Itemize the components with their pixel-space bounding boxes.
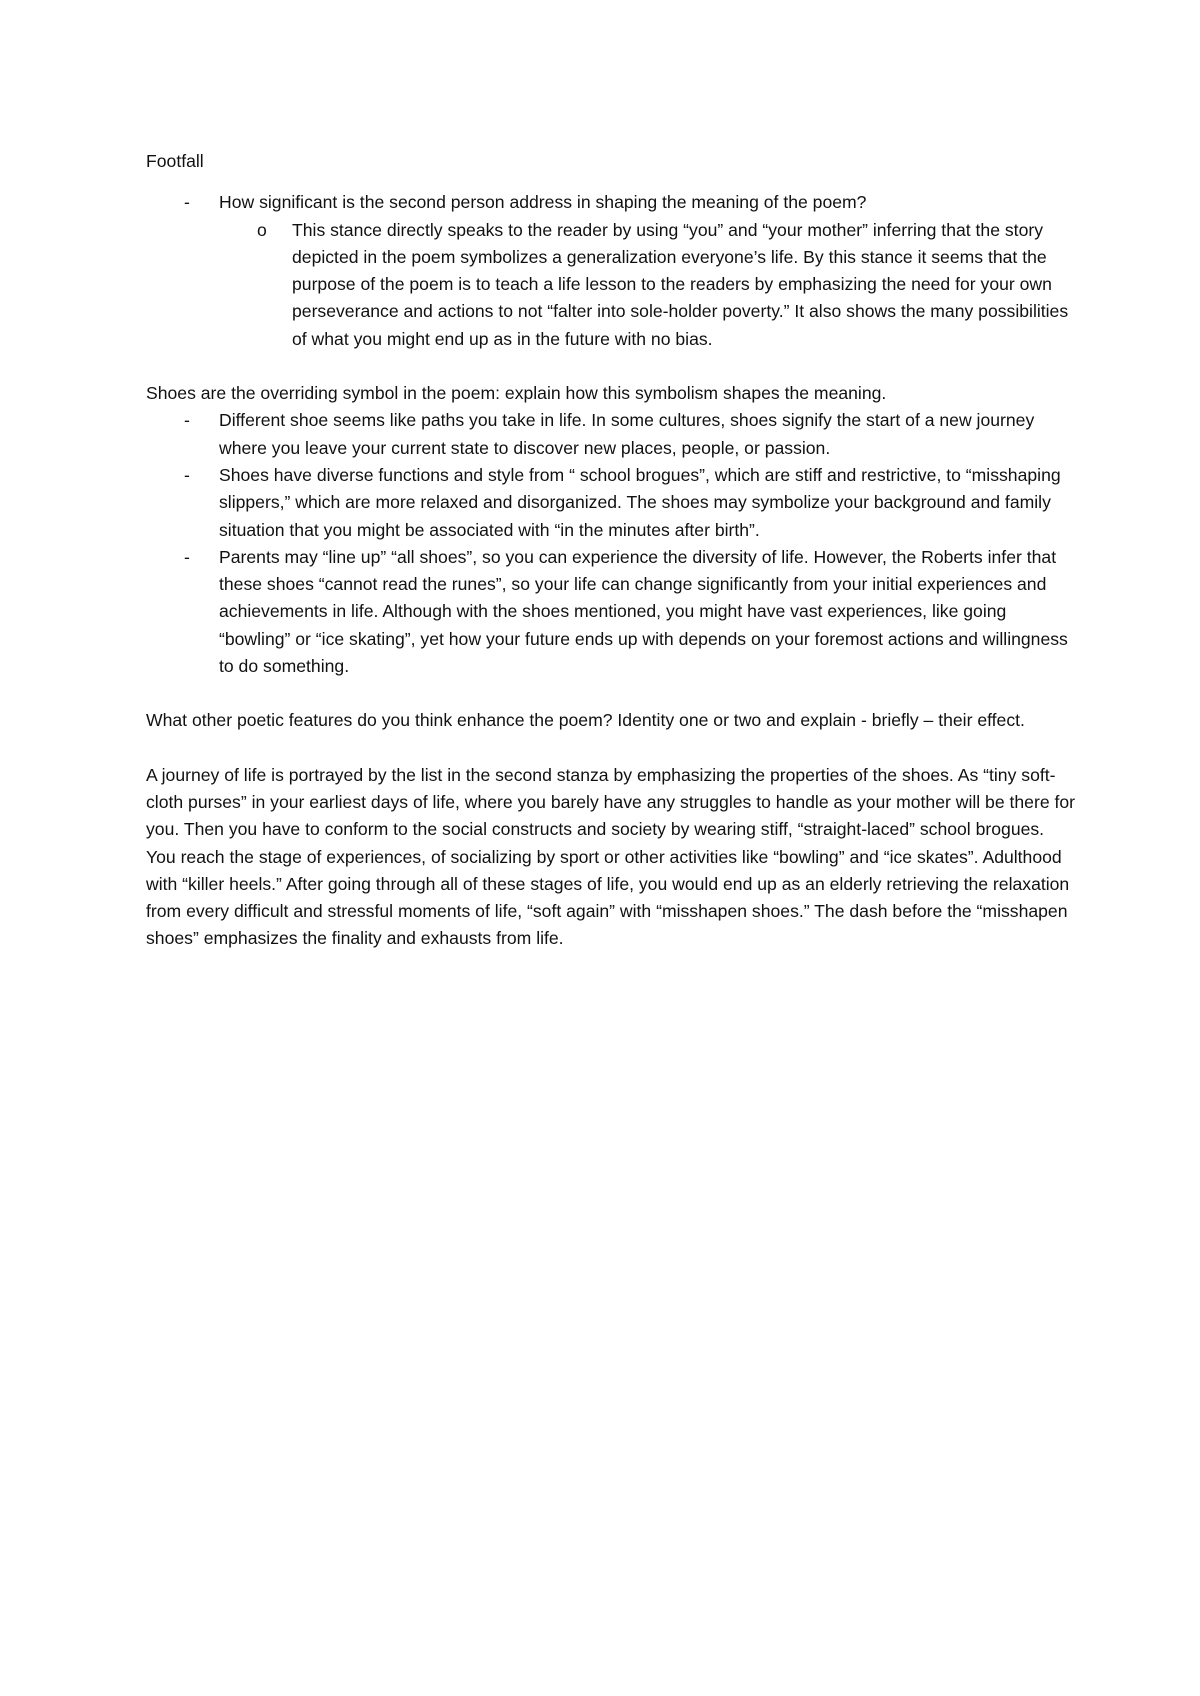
question-item — [146, 189, 1076, 216]
list-item-text: Parents may “line up” “all shoes”, so you can experience the diversity of life. However, the Roberts infer that these shoes “cannot read the runes”, so your life can change significantly from your initial experiences and achievements in life. Although with the shoes mentioned, you might have vast experiences, like going “bowling” or “ice skating”, yet how your future ends up with depends on your foremost actions and willingness to do something. — [219, 546, 1068, 677]
list-item-text: Shoes have diverse functions and style from “ school brogues”, which are stiff and restrictive, to “misshaping slippers,” which are more relaxed and disorganized. The shoes may symbolize your background and family situation that you might be associated with “in the minutes after birth”. — [219, 464, 1061, 540]
spacer — [146, 680, 1076, 707]
dash-bullet: - — [184, 192, 190, 213]
list-item — [146, 407, 1076, 462]
section-heading: Shoes are the overriding symbol in the poem: explain how this symbolism shapes the meaning. — [146, 383, 887, 404]
list-item — [146, 544, 1076, 680]
document-title: Footfall — [146, 151, 204, 171]
document-body — [146, 148, 1076, 953]
list-item — [146, 462, 1076, 544]
dash-bullet: - — [184, 546, 190, 567]
dash-bullet: - — [184, 410, 190, 431]
body-paragraph: A journey of life is portrayed by the list in the second stanza by emphasizing the properties of the shoes. As “tiny soft-cloth purses” in your earliest days of life, where you barely have any struggles to handle as your mother will be there for you. Then you have to conform to the social constructs and society by wearing stiff, “straight-laced” school brogues. You reach the stage of experiences, of socializing by sport or other activities like “bowling” and “ice skates”. Adulthood with “killer heels.” After going through all of these stages of life, you would end up as an elderly retrieving the relaxation from every difficult and stressful moments of life, “soft again” with “misshapen shoes.” The dash before the “misshapen shoes” emphasizes the finality and exhausts from life. — [146, 764, 1076, 949]
spacer — [146, 735, 1076, 762]
dash-bullet: - — [184, 464, 190, 485]
section-heading: What other poetic features do you think enhance the poem? Identity one or two and explain - briefly – their effect. — [146, 710, 1025, 731]
spacer — [146, 353, 1076, 380]
question-text: How significant is the second person address in shaping the meaning of the poem? — [219, 192, 867, 213]
answer-text: This stance directly speaks to the reader by using “you” and “your mother” inferring that the story depicted in the poem symbolizes a generalization everyone’s life. By this stance it seems that the purpose of the poem is to teach a life lesson to the readers by emphasizing the need for your own perseverance and actions to not “falter into sole-holder poverty.” It also shows the many possibilities of what you might end up as in the future with no bias. — [292, 219, 1069, 349]
answer-item — [146, 217, 1076, 353]
list-item-text: Different shoe seems like paths you take in life. In some cultures, shoes signify the start of a new journey where you leave your current state to discover new places, people, or passion. — [219, 410, 1035, 458]
circle-bullet: o — [257, 219, 267, 240]
